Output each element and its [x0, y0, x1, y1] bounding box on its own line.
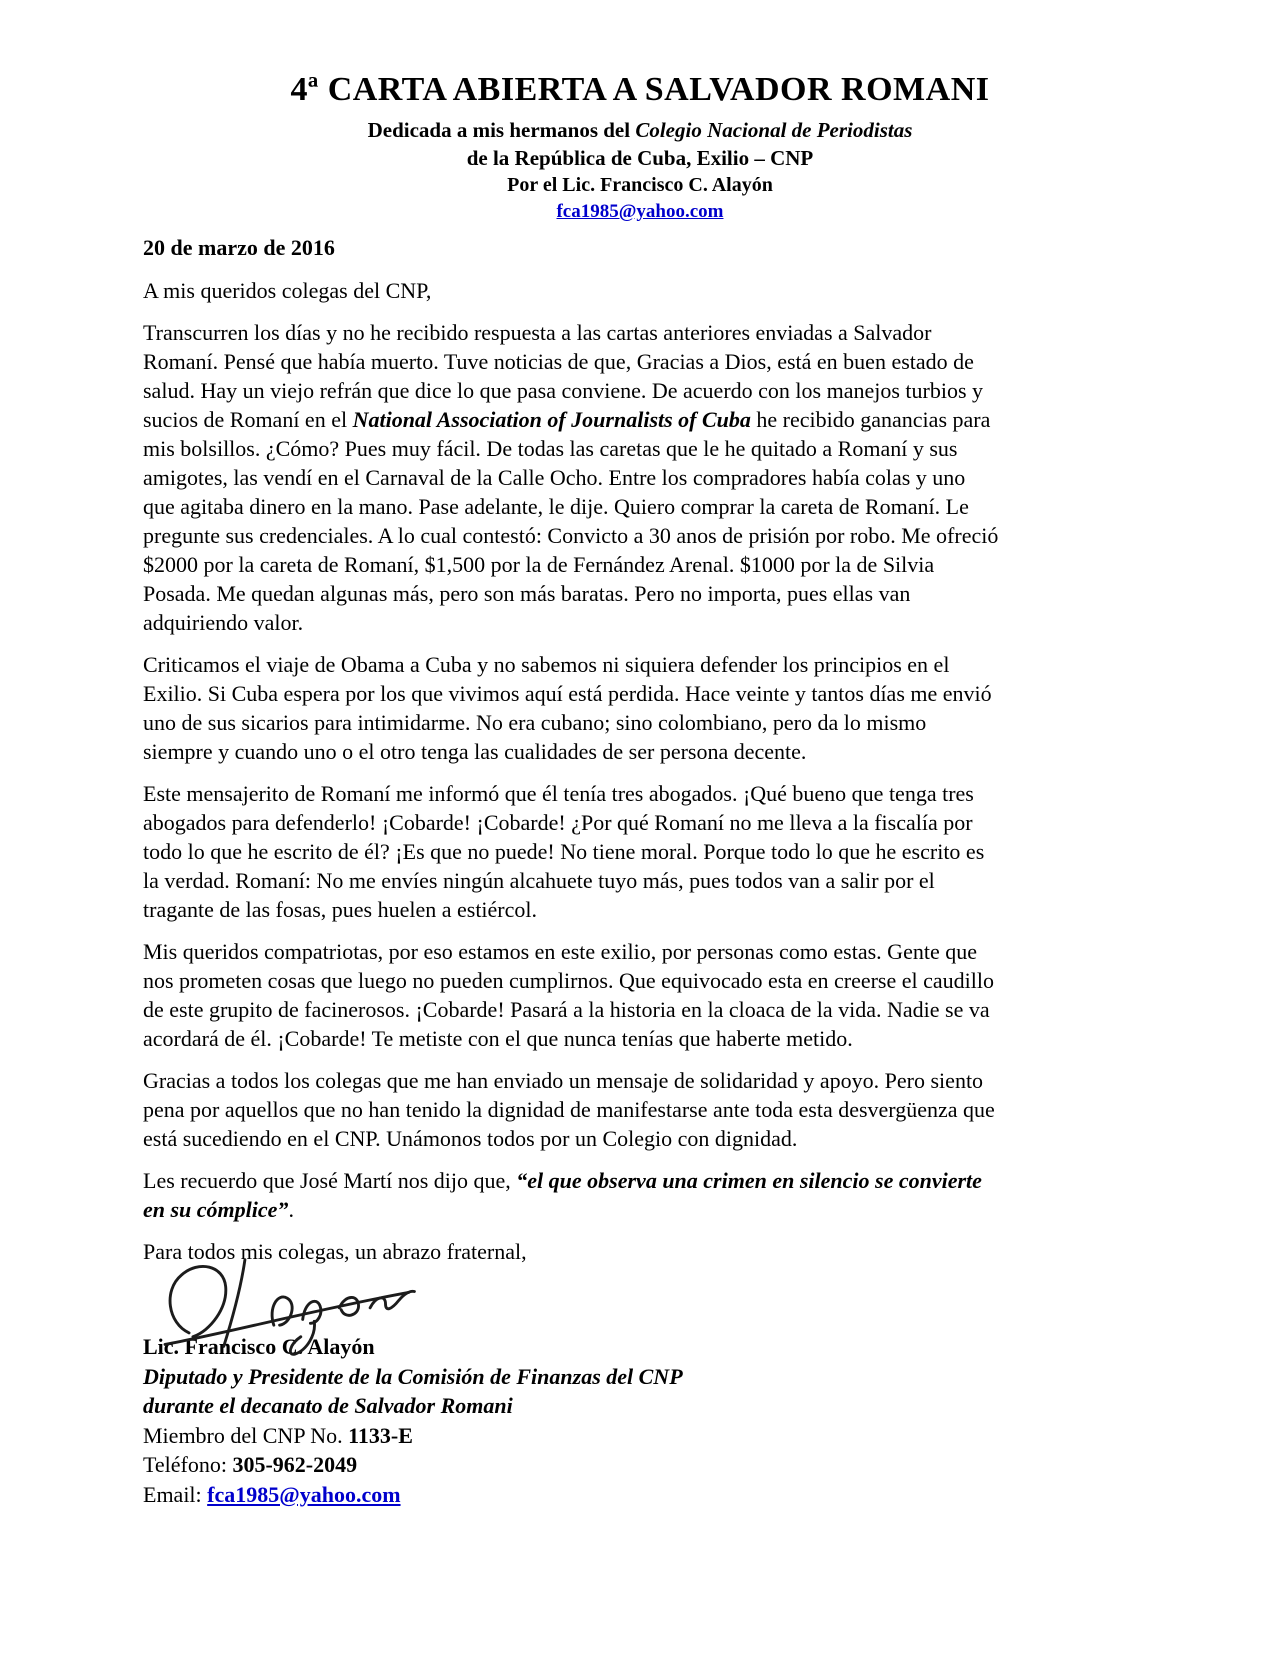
text-line [143, 866, 1137, 895]
paragraph [143, 1166, 1137, 1224]
dedication-line-1 [143, 116, 1137, 144]
text-line [143, 1095, 1137, 1124]
member-label: Miembro del CNP No. [143, 1422, 349, 1448]
text-line [143, 808, 1137, 837]
body-text: . [288, 1197, 294, 1222]
text-line [143, 608, 1137, 637]
body-text: Posada. Me quedan algunas más, pero son más baratas. Pero no importa, pues ellas van [143, 581, 911, 606]
text-line [143, 405, 1137, 434]
text-line [143, 966, 1137, 995]
text-line [143, 837, 1137, 866]
paragraph [143, 1066, 1137, 1153]
body-text: todo lo que he escrito de él? ¡Es que no puede! No tiene moral. Porque todo lo que he escrito es [143, 839, 985, 864]
email-label: Email: [143, 1481, 208, 1507]
text-line [143, 650, 1137, 679]
text-line [143, 318, 1137, 347]
text-line [143, 937, 1137, 966]
body-text: uno de sus sicarios para intimidarme. No era cubano; sino colombiano, pero da lo mismo [143, 710, 927, 735]
body-text: Exilio. Si Cuba espera por los que vivimos aquí está perdida. Hace veinte y tantos días me envió [143, 681, 992, 706]
dedication-org: Colegio Nacional de Periodistas [635, 118, 913, 142]
emphasized-text: en su cómplice” [143, 1197, 289, 1222]
body-text: adquiriendo valor. [143, 610, 304, 635]
body-text: pregunte sus credenciales. A lo cual contestó: Convicto a 30 anos de prisión por robo. Me ofreció [143, 523, 999, 548]
body-text: $2000 por la careta de Romaní, $1,500 por la de Fernández Arenal. $1000 por la de Silvia [143, 552, 935, 577]
email-line [143, 1480, 1137, 1510]
body-text: de este grupito de facinerosos. ¡Cobarde! Pasará a la historia en la cloaca de la vida. Nadie se va [143, 997, 990, 1022]
text-line [143, 708, 1137, 737]
text-line [143, 492, 1137, 521]
body-text: Romaní. Pensé que había muerto. Tuve noticias de que, Gracias a Dios, está en buen estado de [143, 349, 974, 374]
paragraph [143, 779, 1137, 924]
text-line [143, 1066, 1137, 1095]
body-text: he recibido ganancias para [750, 407, 991, 432]
salutation: A mis queridos colegas del CNP, [143, 278, 432, 303]
signer-name: Lic. Francisco C. Alayón [143, 1334, 375, 1359]
text-line [143, 1195, 1137, 1224]
text-line [143, 579, 1137, 608]
text-line [143, 521, 1137, 550]
dedication-line-2: de la República de Cuba, Exilio – CNP [466, 146, 814, 170]
paragraph [143, 650, 1137, 766]
body-text: nos prometen cosas que luego no pueden cumplirnos. Que equivocado esta en creerse el caudillo [143, 968, 994, 993]
letter-header [143, 70, 1137, 225]
text-line [143, 995, 1137, 1024]
signer-role-1: Diputado y Presidente de la Comisión de Finanzas del CNP [143, 1363, 683, 1389]
letter-title: 4ª CARTA ABIERTA A SALVADOR ROMANI [290, 71, 990, 108]
body-text: tragante de las fosas, pues huelen a estiércol. [143, 897, 538, 922]
header-email-line [143, 199, 1137, 225]
body-text: Mis queridos compatriotas, por eso estamos en este exilio, por personas como estas. Gente que [143, 939, 977, 964]
body-text: sucios de Romaní en el [143, 407, 353, 432]
paragraph [143, 318, 1137, 637]
signer-role-2: durante el decanato de Salvador Romani [143, 1393, 513, 1418]
text-line [143, 779, 1137, 808]
member-number-line [143, 1421, 1137, 1451]
body-text: Este mensajerito de Romaní me informó que él tenía tres abogados. ¡Qué bueno que tenga tres [143, 781, 974, 806]
header-email-link[interactable]: fca1985@yahoo.com [556, 201, 724, 222]
emphasized-text: National Association of Journalists of Cuba [352, 407, 751, 432]
signature-block [143, 1332, 1137, 1509]
body-text: salud. Hay un viejo refrán que dice lo que pasa conviene. De acuerdo con los manejos turbios y [143, 378, 984, 403]
body-text: está sucediendo en el CNP. Unámonos todos por un Colegio con dignidad. [143, 1126, 798, 1151]
body-text: Transcurren los días y no he recibido respuesta a las cartas anteriores enviadas a Salvador [143, 320, 932, 345]
body-text: pena por aquellos que no han tenido la dignidad de manifestarse ante toda esta desvergüenza que [143, 1097, 995, 1122]
author-byline: Por el Lic. Francisco C. Alayón [507, 174, 773, 196]
body-text: abogados para defenderlo! ¡Cobarde! ¡Cobarde! ¿Por qué Romaní no me lleva a la fiscalía por [143, 810, 973, 835]
body-text: la verdad. Romaní: No me envíes ningún alcahuete tuyo más, pues todos van a salir por el [143, 868, 935, 893]
body-text: Criticamos el viaje de Obama a Cuba y no sabemos ni siquiera defender los principios en el [143, 652, 950, 677]
text-line [143, 376, 1137, 405]
text-line [143, 1024, 1137, 1053]
text-line [143, 463, 1137, 492]
text-line [143, 434, 1137, 463]
phone-label: Teléfono: [143, 1452, 233, 1477]
footer-email-link[interactable]: fca1985@yahoo.com [207, 1481, 401, 1507]
paragraph [143, 937, 1137, 1053]
text-line [143, 895, 1137, 924]
body-text: mis bolsillos. ¿Cómo? Pues muy fácil. De todas las caretas que le he quitado a Romaní y sus [143, 436, 958, 461]
text-line: Para todos mis colegas, un abrazo fraternal, [143, 1239, 527, 1264]
emphasized-text: “el que observa una crimen en silencio se convierte [516, 1168, 982, 1193]
text-line [143, 347, 1137, 376]
phone-line [143, 1450, 1137, 1480]
body-text: siempre y cuando uno o el otro tenga las cualidades de ser persona decente. [143, 739, 807, 764]
letter-date: 20 de marzo de 2016 [143, 235, 335, 260]
signature-image [159, 1252, 431, 1356]
dedication-prefix: Dedicada a mis hermanos del [367, 118, 636, 142]
text-line [143, 1166, 1137, 1195]
text-line [143, 550, 1137, 579]
body-text: acordará de él. ¡Cobarde! Te metiste con el que nunca tenías que haberte metido. [143, 1026, 853, 1051]
text-line [143, 1124, 1137, 1153]
text-line [143, 679, 1137, 708]
body-text: amigotes, las vendí en el Carnaval de la Calle Ocho. Entre los compradores había colas y uno [143, 465, 966, 490]
phone-number: 305-962-2049 [232, 1452, 358, 1477]
text-line [143, 737, 1137, 766]
body-text: que agitaba dinero en la mano. Pase adelante, le dije. Quiero comprar la careta de Romaní. Le [143, 494, 969, 519]
body-text: Gracias a todos los colegas que me han enviado un mensaje de solidaridad y apoyo. Pero siento [143, 1068, 984, 1093]
body-text: Les recuerdo que José Martí nos dijo que, [143, 1168, 517, 1193]
letter-paragraphs [143, 318, 1137, 1224]
member-number: 1133-E [348, 1422, 413, 1448]
